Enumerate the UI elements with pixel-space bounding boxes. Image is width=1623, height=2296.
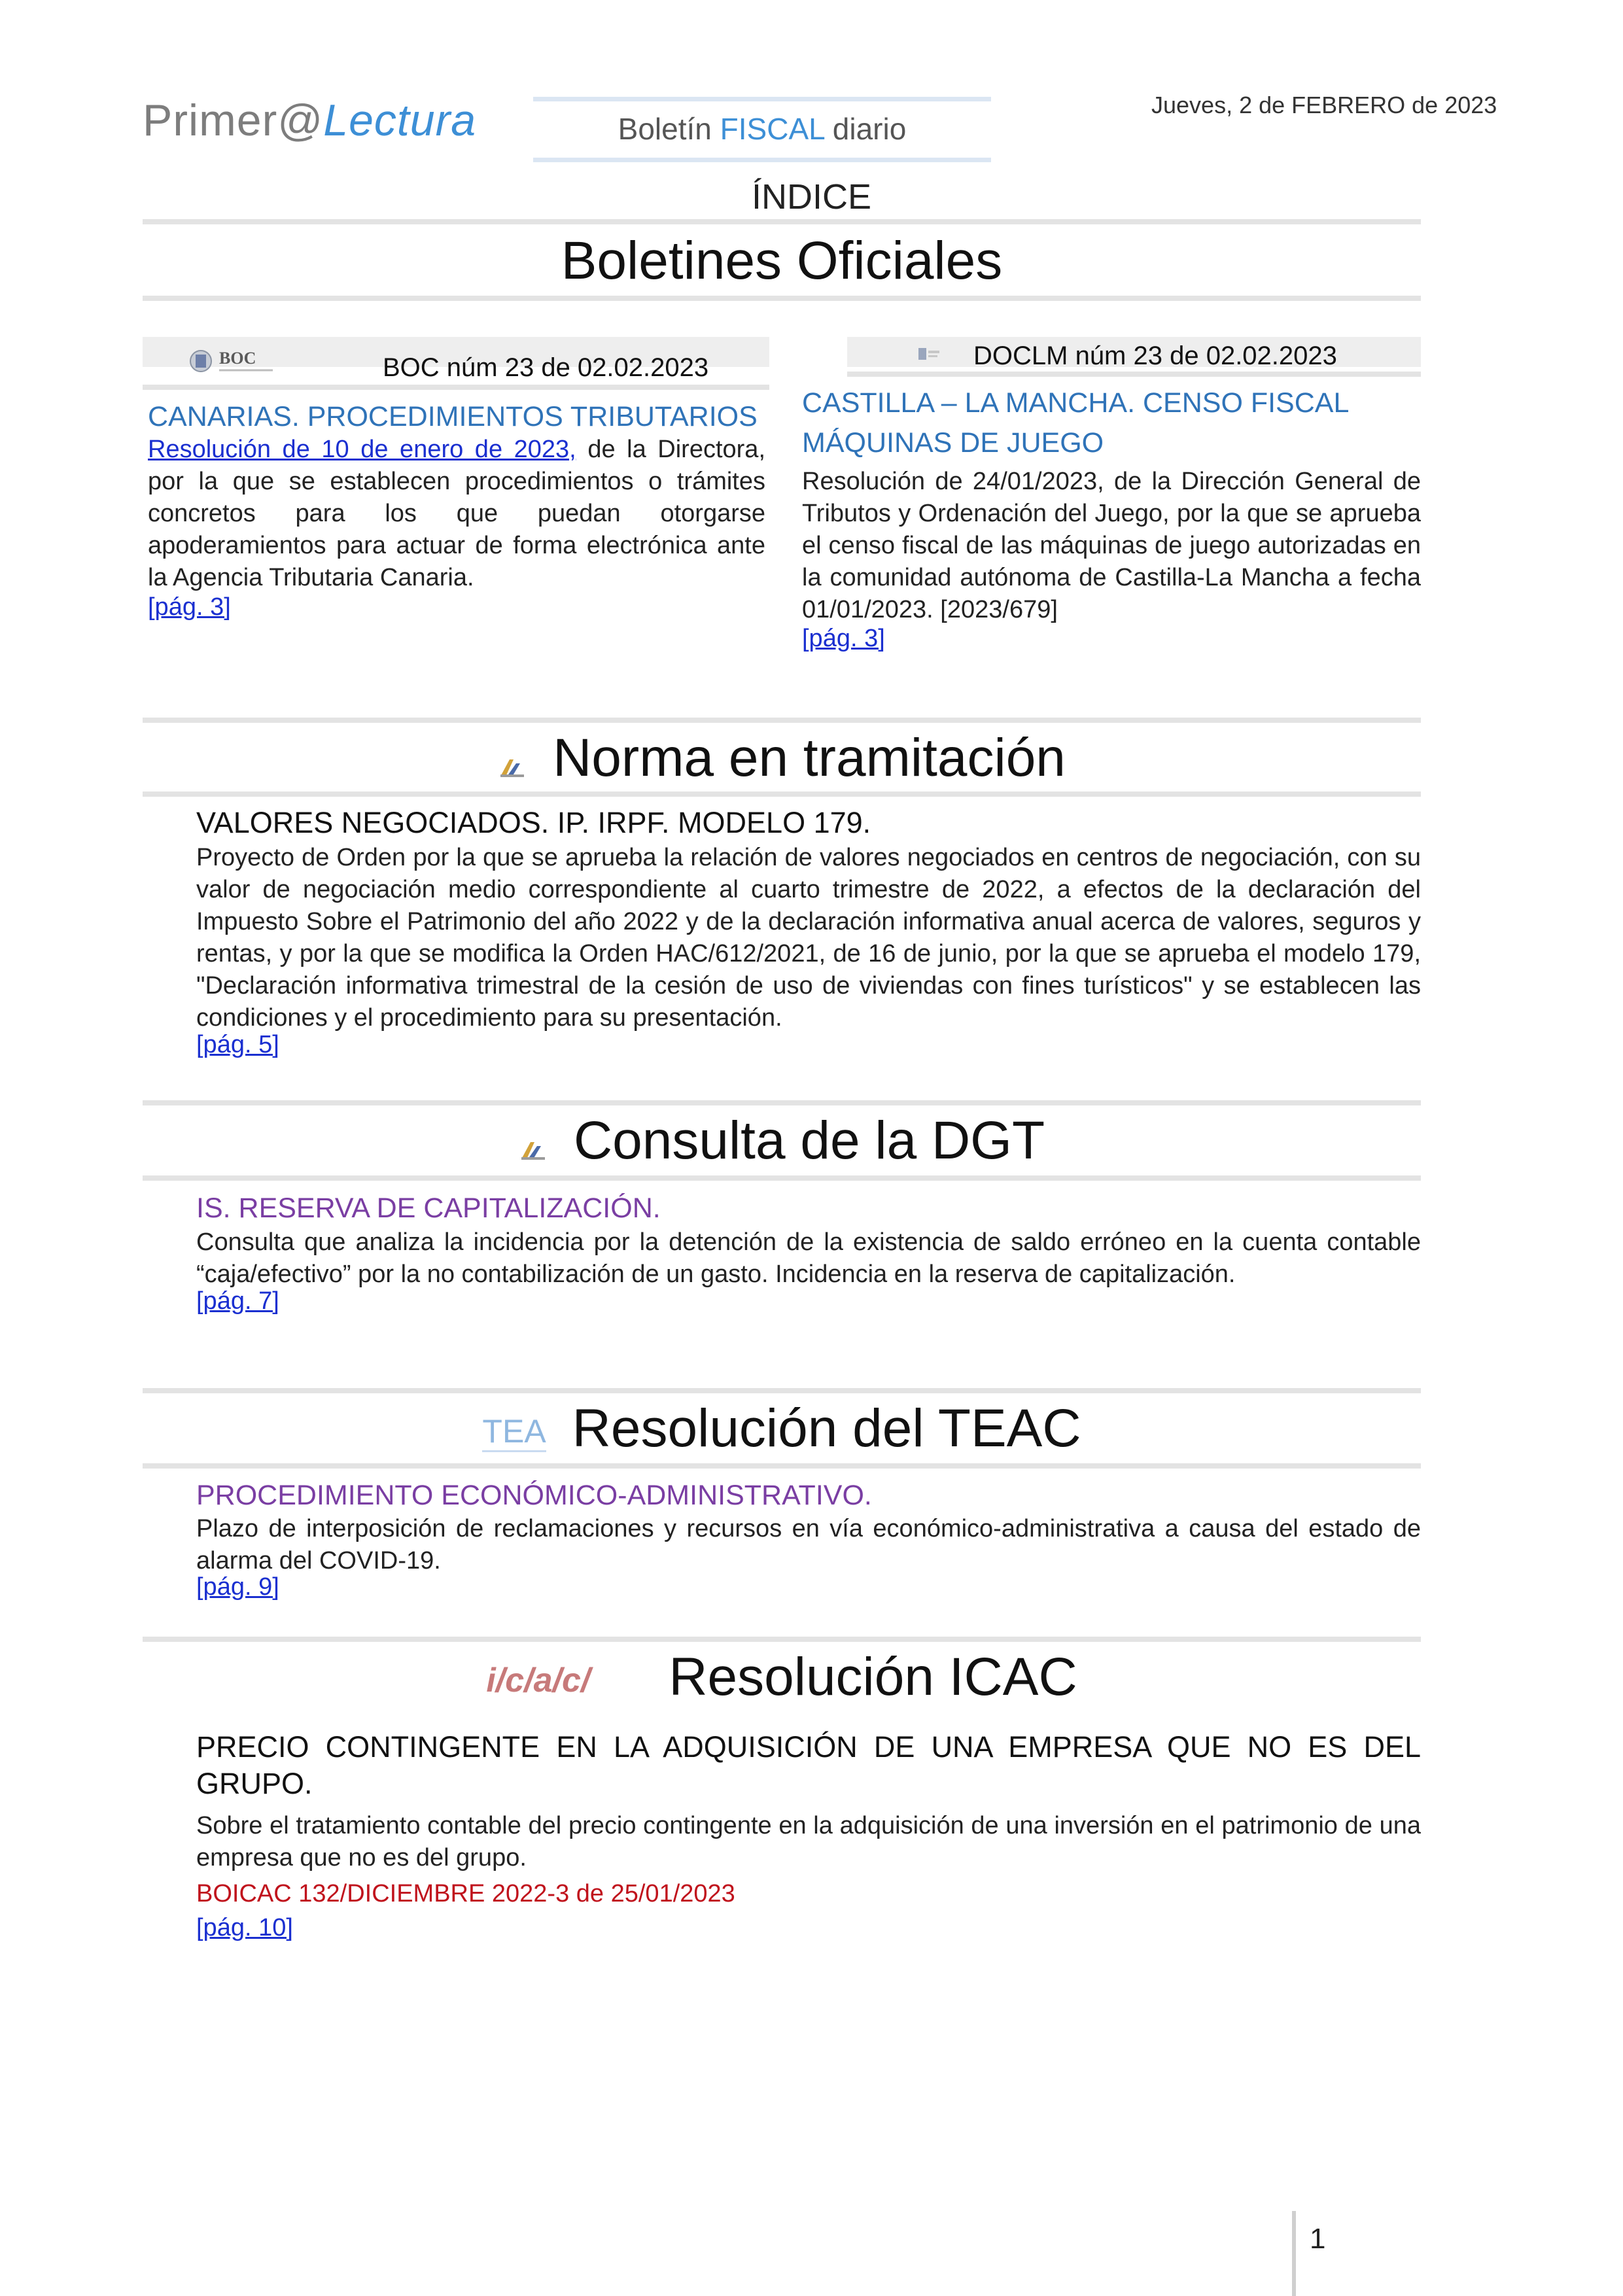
dgt-topic: IS. RESERVA DE CAPITALIZACIÓN.	[196, 1192, 661, 1224]
page-number: 1	[1310, 2223, 1326, 2255]
boc-crest-icon	[186, 341, 278, 383]
brand-logo	[143, 95, 476, 146]
boc-summary	[148, 434, 765, 594]
divider	[143, 1388, 1421, 1393]
divider	[143, 385, 769, 390]
section-title-icac: Resolución ICAC	[669, 1647, 1077, 1707]
logo-part2: Lectura	[323, 96, 477, 145]
section-title-boletines: Boletines Oficiales	[561, 231, 1003, 290]
section-teac	[143, 1398, 1421, 1459]
divider	[143, 718, 1421, 723]
boc-logo-text: BOC	[219, 349, 256, 368]
boc-topic: CANARIAS. PROCEDIMIENTOS TRIBUTARIOS	[148, 401, 758, 432]
divider	[143, 1175, 1421, 1181]
icac-reference: BOICAC 132/DICIEMBRE 2022-3 de 25/01/2023	[196, 1880, 735, 1907]
teac-page-link[interactable]: [pág. 9]	[196, 1573, 279, 1601]
boc-resolution-link[interactable]: Resolución de 10 de enero de 2023,	[148, 436, 576, 463]
aeat-icon	[498, 731, 527, 792]
dgt-body: Consulta que analiza la incidencia por la detención de la existencia de saldo erróneo en la cuenta contable “caja/efectivo” por la no contabilización de un gasto. Incidencia en la reserva de capitalización.	[196, 1228, 1421, 1288]
boc-heading: BOC núm 23 de 02.02.2023	[383, 353, 709, 382]
index-heading: ÍNDICE	[751, 177, 871, 217]
doclm-page-link[interactable]: [pág. 3]	[802, 625, 885, 652]
doclm-topic-line1: CASTILLA – LA MANCHA. CENSO FISCAL	[802, 387, 1350, 419]
bulletin-title	[533, 97, 991, 162]
page-number-divider	[1292, 2211, 1296, 2296]
section-title-teac: Resolución del TEAC	[572, 1399, 1081, 1458]
icac-logo-icon: i/c/a/c/	[486, 1661, 591, 1700]
teac-logo-icon: TEA	[482, 1412, 546, 1452]
icac-topic: PRECIO CONTINGENTE EN LA ADQUISICIÓN DE UNA EMPRESA QUE NO ES DEL GRUPO.	[196, 1730, 1421, 1800]
teac-body: Plazo de interposición de reclamaciones y recursos en vía económico-administrativa a causa del estado de alarma del COVID-19.	[196, 1515, 1421, 1574]
divider	[143, 296, 1421, 301]
doclm-body: Resolución de 24/01/2023, de la Dirección General de Tributos y Ordenación del Juego, por la que se aprueba el censo fiscal de las máquinas de juego autorizadas en la comunidad autónoma de Castilla-La Mancha a fecha 01/01/2023. [2023/679]	[802, 468, 1421, 623]
aeat-icon	[519, 1113, 548, 1175]
section-norma	[143, 727, 1421, 792]
issue-date: Jueves, 2 de FEBRERO de 2023	[1151, 92, 1497, 118]
doclm-crest-icon	[917, 345, 941, 364]
teac-topic: PROCEDIMIENTO ECONÓMICO-ADMINISTRATIVO.	[196, 1480, 872, 1511]
section-dgt	[143, 1110, 1421, 1175]
divider	[143, 1100, 1421, 1105]
norma-page-link[interactable]: [pág. 5]	[196, 1031, 279, 1058]
section-title-norma: Norma en tramitación	[553, 728, 1066, 788]
bulletin-post: diario	[824, 112, 907, 146]
logo-part1: Primer@	[143, 96, 324, 145]
dgt-page-link[interactable]: [pág. 7]	[196, 1287, 279, 1315]
divider	[143, 1463, 1421, 1469]
icac-body: Sobre el tratamiento contable del precio contingente en la adquisición de una inversión en el patrimonio de una empresa que no es del grupo.	[196, 1812, 1421, 1871]
bulletin-pre: Boletín	[618, 112, 720, 146]
boc-body: de la Directora, por la que se establecen procedimientos o trámites concretos para los que puedan otorgarse apoderamientos para actuar de forma electrónica ante la Agencia Tributaria Canaria.	[148, 436, 765, 591]
divider	[143, 219, 1421, 224]
divider	[143, 1637, 1421, 1642]
bulletin-fiscal: FISCAL	[720, 112, 825, 146]
norma-body: Proyecto de Orden por la que se aprueba la relación de valores negociados en centros de negociación, con su valor de negociación medio correspondiente al cuarto trimestre de 2022, a efectos de la declaración del Impuesto Sobre el Patrimonio del año 2022 y de la declaración informativa anual acerca de valores, seguros y rentas, y por la que se modifica la Orden HAC/612/2021, de 16 de junio, por la que se aprueba el modelo 179, "Declaración informativa trimestral de la cesión de uso de viviendas con fines turísticos" y se establecen las condiciones y el procedimiento para su presentación.	[196, 844, 1421, 1032]
norma-topic: VALORES NEGOCIADOS. IP. IRPF. MODELO 179.	[196, 806, 871, 839]
doclm-topic-line2: MÁQUINAS DE JUEGO	[802, 427, 1104, 459]
icac-page-link[interactable]: [pág. 10]	[196, 1914, 293, 1941]
doclm-heading: DOCLM núm 23 de 02.02.2023	[973, 341, 1337, 370]
divider	[847, 372, 1421, 377]
divider	[143, 791, 1421, 797]
section-title-dgt: Consulta de la DGT	[573, 1111, 1045, 1170]
section-icac	[143, 1646, 1421, 1708]
boc-page-link[interactable]: [pág. 3]	[148, 593, 231, 621]
